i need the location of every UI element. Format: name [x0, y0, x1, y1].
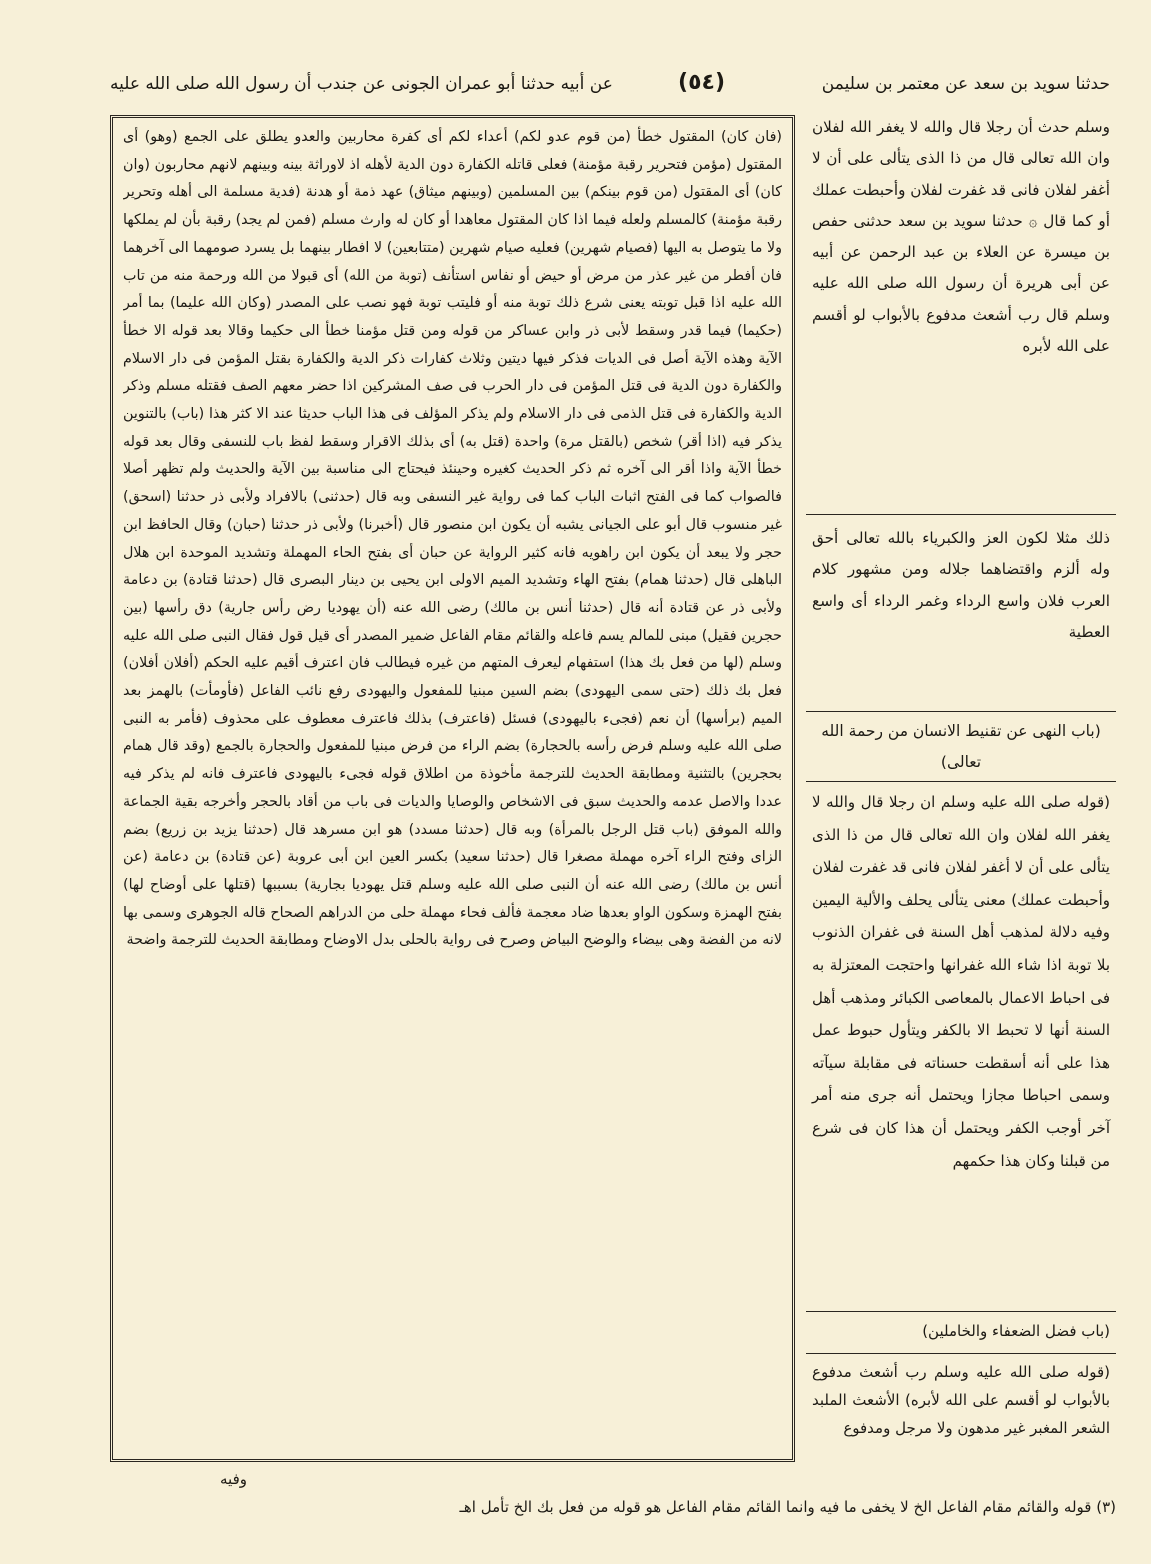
header-left-text: عن أبيه حدثنا أبو عمران الجونى عن جندب أن رسول الله صلى الله عليه [110, 74, 613, 94]
side-hadith-text: وسلم حدث أن رجلا قال والله لا يغفر الله لفلان وان الله تعالى قال من ذا الذى يتألى على أن لا أغفر لفلان فانى قد غفرت لفلان وأحبطت عملك أو كما قال ۞ حدثنا سويد بن سعد حدثنى حفص بن ميسرة عن العلاء بن عبد الرحمن عن أبيه عن أبى هريرة أن رسول الله صلى الله عليه وسلم قال رب أشعث مدفوع بالأبواب لو أقسم على الله لأبره [812, 118, 1110, 356]
page-footer [110, 1466, 1116, 1556]
page-header [110, 70, 1110, 110]
side-column [806, 112, 1116, 1462]
page-number: (٥٤) [678, 70, 725, 95]
main-commentary-frame [110, 115, 795, 1462]
chapter-heading-duafa: (باب فضل الضعفاء والخاملين) [806, 1311, 1116, 1353]
header-right-text: حدثنا سويد بن سعد عن معتمر بن سليمن [821, 74, 1110, 94]
footnote: (٣) قوله والقائم مقام الفاعل الخ لا يخفى ما فيه وانما القائم مقام الفاعل هو قوله من فعل بك الخ تأمل اهـ [459, 1498, 1116, 1516]
side-commentary-middle: (قوله صلى الله عليه وسلم ان رجلا قال والله لا يغفر الله لفلان وان الله تعالى قال من ذا الذى يتألى على أن لا أغفر لفلان فانى قد غفرت لفلان وأحبطت عملك) معنى يتألى يحلف والألية اليمين وفيه دلالة لمذهب أهل السنة فى غفران الذنوب بلا توبة اذا شاء الله غفرانها واحتجت المعتزلة به فى احباط الاعمال بالمعاصى الكبائر ومذهب أهل السنة أنها لا تحبط الا بالكفر ويتأول حبوط عمل هذا على أنه أسقطت حسناته فى مقابلة سيآته وسمى احباطا مجازا ويحتمل أنه جرى منه أمر آخر أوجب الكفر ويحتمل أن هذا كان فى شرع من قبلنا وكان هذا حكمهم [806, 781, 1116, 1311]
chapter-heading-taqnit: (باب النهى عن تقنيط الانسان من رحمة الله تعالى) [806, 711, 1116, 781]
catchword: وفيه [220, 1470, 247, 1488]
side-commentary-bottom: (قوله صلى الله عليه وسلم رب أشعث مدفوع بالأبواب لو أقسم على الله لأبره) الأشعث الملبد الشعر المغبر غير مدهون ولا مرجل ومدفوع [806, 1353, 1116, 1443]
side-commentary-top: ذلك مثلا لكون العز والكبرياء بالله تعالى أحق وله ألزم واقتضاهما جلاله ومن مشهور كلام العرب فلان واسع الرداء وغمر الرداء أى واسع العطية [806, 514, 1116, 711]
main-commentary-text: (فان كان) المقتول خطأ (من قوم عدو لكم) أعداء لكم أى كفرة محاربين والعدو يطلق على الجمع (وهو) أى المقتول (مؤمن فتحرير رقبة مؤمنة) فعلى قاتله الكفارة دون الدية لأهله اذ لاوراثة بينه وبينهم لانهم محاربون (وان كان) أى المقتول (من قوم بينكم) بين المسلمين (وبينهم ميثاق) عهد ذمة أو هدنة (فدية مسلمة الى أهله وتحرير رقبة مؤمنة) كالمسلم ولعله فيما اذا كان المقتول معاهدا أو كان له وارث مسلم (فمن لم يجد) رقبة بأن لم يملكها ولا ما يتوصل به اليها (فصيام شهرين) فعليه صيام شهرين (متتابعين) لا افطار بينهما بل يسرد صومهما الى آخرهما فان أفطر من غير عذر من مرض أو حيض أو نفاس استأنف (توبة من الله) أى قبولا من الله ورحمة منه من تاب الله عليه اذا قبل توبته يعنى شرع ذلك توبة منه أو فليتب توبة فهو نصب على المصدر (وكان الله عليما) بما أمر (حكيما) فيما قدر وسقط لأبى ذر وابن عساكر من قوله ومن قتل مؤمنا خطأ الى حكيما وقالا بعد قوله الا خطأ الآية وهذه الآية أصل فى الديات فذكر فيها ديتين وثلاث كفارات ذكر الدية والكفارة بقتل المؤمن فى دار الاسلام والكفارة دون الدية فى قتل المؤمن فى دار الحرب فى صف المشركين اذا حضر معهم الصف فقتله مسلم وذكر الدية والكفارة فى قتل الذمى فى دار الاسلام ولم يذكر المؤلف فى هذا الباب حديثا عند الا كثر هذا (باب) بالتنوين يذكر فيه (اذا أقر) شخص (بالقتل مرة) واحدة (قتل به) أى بذلك الاقرار وسقط لفظ باب للنسفى وقال بعد قوله خطأ الآية واذا أقر الى آخره ثم ذكر الحديث كغيره وحينئذ فيحتاج الى مناسبة بين الآية والحديث ولم تظهر أصلا فالصواب كما فى الفتح اثبات الباب كما فى رواية غير النسفى وبه قال (حدثنى) بالافراد ولأبى ذر حدثنا (اسحق) غير منسوب قال أبو على الجيانى يشبه أن يكون ابن منصور قال (أخبرنا) ولأبى ذر حدثنا (حبان) وقال الحافظ ابن حجر ولا يبعد أن يكون ابن راهويه فانه كثير الرواية عن حبان أى بفتح الحاء المهملة وتشديد الموحدة ابن هلال الباهلى قال (حدثنا همام) بفتح الهاء وتشديد الميم الاولى ابن يحيى بن دينار البصرى قال (حدثنا قتادة) بن دعامة ولأبى ذر عن قتادة أنه قال (حدثنا أنس بن مالك) رضى الله عنه (أن يهوديا رض رأس جارية) دق رأسها (بين حجرين فقيل) مبنى للمالم يسم فاعله والقائم مقام الفاعل ضمير المصدر أى قيل قول فقال النبى صلى الله عليه وسلم (لها من فعل بك هذا) استفهام ليعرف المتهم من غيره فيطالب فان اعترف أقيم عليه الحكم (أفلان أفلان) فعل بك ذلك (حتى سمى اليهودى) بضم السين مبنيا للمفعول واليهودى رفع نائب الفاعل (فأومأت) بالهمز بعد الميم (برأسها) أن نعم (فجىء باليهودى) فسئل (فاعترف) بذلك فاعترف معطوف على محذوف (فأمر به النبى صلى الله عليه وسلم فرض رأسه بالحجارة) بضم الراء من فرض مبنيا للمفعول والحجارة بالجمع (وقد قال همام بحجرين) بالتثنية ومطابقة الحديث للترجمة مأخوذة من اطلاق قوله فجىء باليهودى فاعترف فانه لم يذكر فيه عددا والاصل عدمه والحديث سبق فى الاشخاص والوصايا والديات فى باب من أقاد بالحجر وأخرجه بقية الجماعة والله الموفق (باب قتل الرجل بالمرأة) وبه قال (حدثنا مسدد) هو ابن مسرهد قال (حدثنا يزيد بن زريع) بضم الزاى وفتح الراء آخره مهملة مصغرا قال (حدثنا سعيد) بكسر العين ابن أبى عروبة (عن قتادة) بن دعامة (عن أنس بن مالك) رضى الله عنه أن النبى صلى الله عليه وسلم قتل يهوديا بجارية) بسببها (قتلها على أوضاح لها) بفتح الهمزة وسكون الواو بعدها ضاد معجمة فألف فحاء مهملة حلى من الدراهم الصحاح قاله الجوهرى وسمى بها لانه من الفضة وهى بيضاء والوضح البياض وصرح فى رواية بالحلى بدل الاوضاح ومطابقة الحديث للترجمة واضحة [123, 129, 782, 949]
